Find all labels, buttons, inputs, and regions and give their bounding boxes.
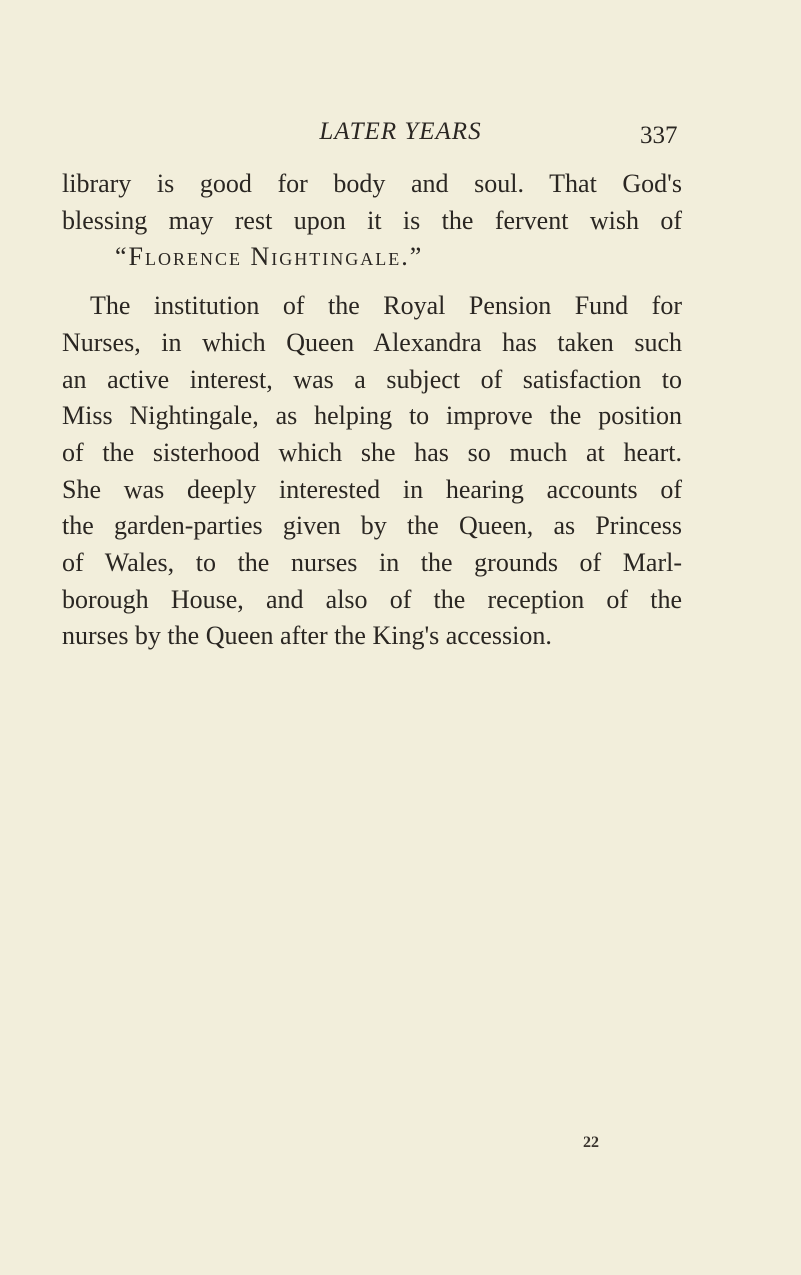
text-line: Miss Nightingale, as helping to improve the position xyxy=(62,401,682,431)
printer-signature-mark: 22 xyxy=(583,1134,599,1151)
text-line: blessing may rest upon it is the fervent wish of xyxy=(62,205,682,235)
body-text xyxy=(62,166,682,655)
signature-line: “Florence Nightingale.” xyxy=(115,242,424,272)
text-line: borough House, and also of the reception of the xyxy=(62,584,682,614)
text-line: She was deeply interested in hearing accounts of xyxy=(62,474,682,504)
text-line: an active interest, was a subject of satisfaction to xyxy=(62,364,682,394)
text-line: the garden-parties given by the Queen, as Princess xyxy=(62,511,682,541)
running-head: LATER YEARS xyxy=(319,118,482,145)
text-line: nurses by the Queen after the King's accession. xyxy=(62,621,552,651)
page-number: 337 xyxy=(640,122,678,149)
text-line: Nurses, in which Queen Alexandra has taken such xyxy=(62,327,682,357)
text-line: library is good for body and soul. That God's xyxy=(62,169,682,198)
paragraph-gap xyxy=(62,276,682,288)
paragraph-2 xyxy=(62,288,682,655)
text-line: of the sisterhood which she has so much at heart. xyxy=(62,437,682,467)
text-line: The institution of the Royal Pension Fund for xyxy=(90,291,682,321)
paragraph-1 xyxy=(62,166,682,276)
text-line: of Wales, to the nurses in the grounds of Marl- xyxy=(62,548,682,578)
